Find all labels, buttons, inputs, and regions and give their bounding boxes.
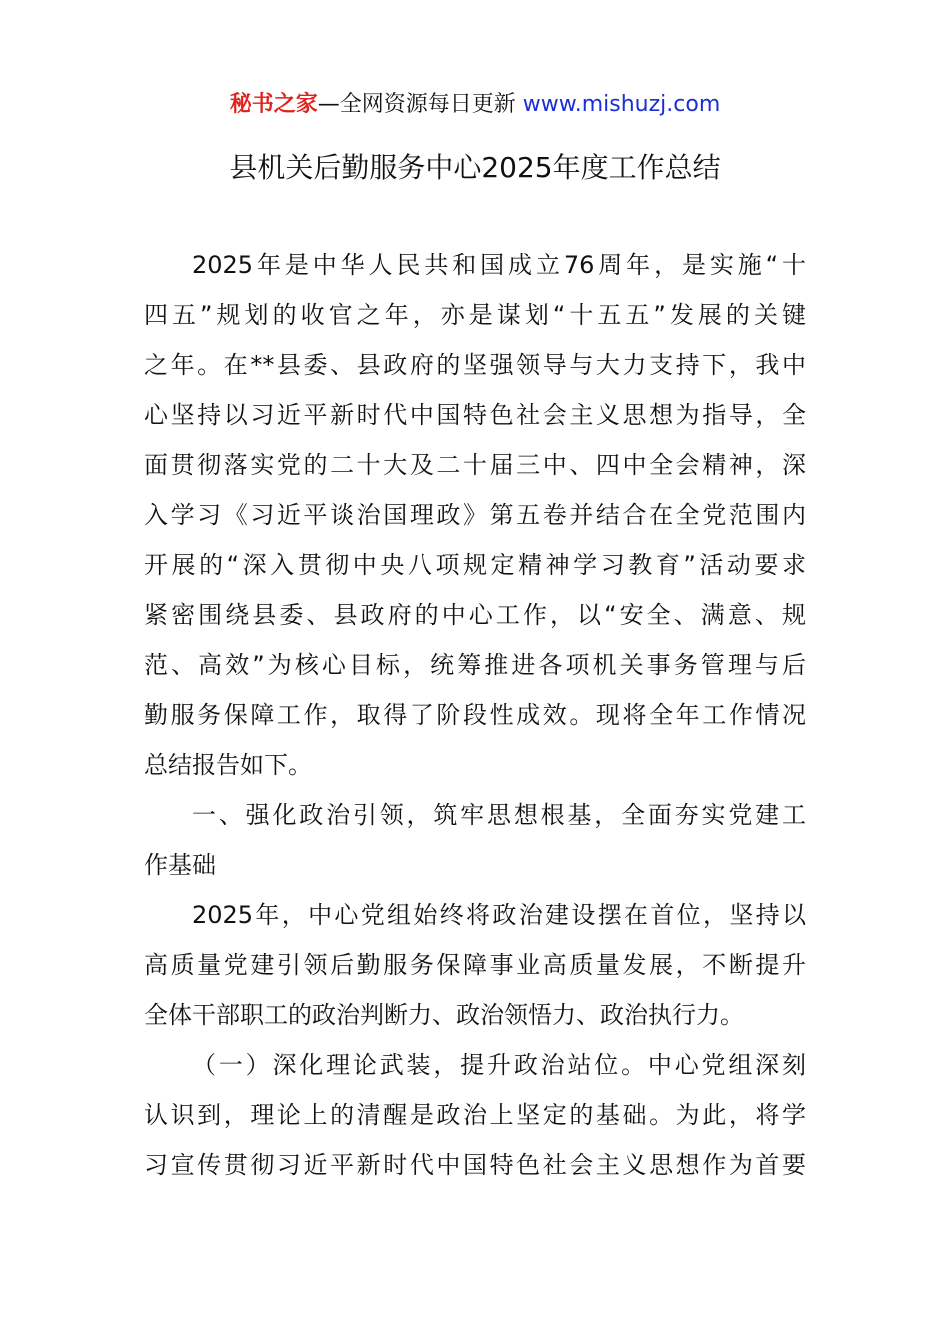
body-line: 总结报告如下。 — [144, 751, 312, 779]
site-tagline: —全网资源每日更新 — [317, 92, 523, 117]
body-line: 之年。在**县委、县政府的坚强领导与大力支持下，我中 — [144, 351, 806, 379]
body-line: 作基础 — [144, 851, 216, 879]
site-brand: 秘书之家 — [229, 92, 318, 117]
body-line: 紧密围绕县委、县政府的中心工作，以“安全、满意、规 — [144, 601, 806, 629]
body-line: 一、强化政治引领，筑牢思想根基，全面夯实党建工 — [192, 801, 806, 829]
body-line: 四五”规划的收官之年，亦是谋划“十五五”发展的关键 — [144, 301, 806, 329]
body-line: 2025年，中心党组始终将政治建设摆在首位，坚持以 — [192, 901, 806, 929]
body-line: 范、高效”为核心目标，统筹推进各项机关事务管理与后 — [144, 651, 806, 679]
document-title: 县机关后勤服务中心2025年度工作总结 — [229, 151, 721, 184]
document-body — [144, 240, 806, 1190]
body-line: 习宣传贯彻习近平新时代中国特色社会主义思想作为首要 — [144, 1151, 806, 1179]
body-line: （一）深化理论武装，提升政治站位。中心党组深刻 — [192, 1051, 806, 1079]
body-line: 面贯彻落实党的二十大及二十届三中、四中全会精神，深 — [144, 451, 806, 479]
body-line: 2025年是中华人民共和国成立76周年，是实施“十 — [192, 251, 806, 279]
body-line: 心坚持以习近平新时代中国特色社会主义思想为指导，全 — [144, 401, 806, 429]
body-line: 开展的“深入贯彻中央八项规定精神学习教育”活动要求 — [144, 551, 806, 579]
body-line: 全体干部职工的政治判断力、政治领悟力、政治执行力。 — [144, 1001, 744, 1029]
body-line: 入学习《习近平谈治国理政》第五卷并结合在全党范围内 — [144, 501, 806, 529]
body-line: 高质量党建引领后勤服务保障事业高质量发展，不断提升 — [144, 951, 806, 979]
site-url-link[interactable]: www.mishuzj.com — [522, 92, 721, 117]
site-header — [0, 88, 950, 122]
body-line: 认识到，理论上的清醒是政治上坚定的基础。为此，将学 — [144, 1101, 806, 1129]
body-line: 勤服务保障工作，取得了阶段性成效。现将全年工作情况 — [144, 701, 806, 729]
